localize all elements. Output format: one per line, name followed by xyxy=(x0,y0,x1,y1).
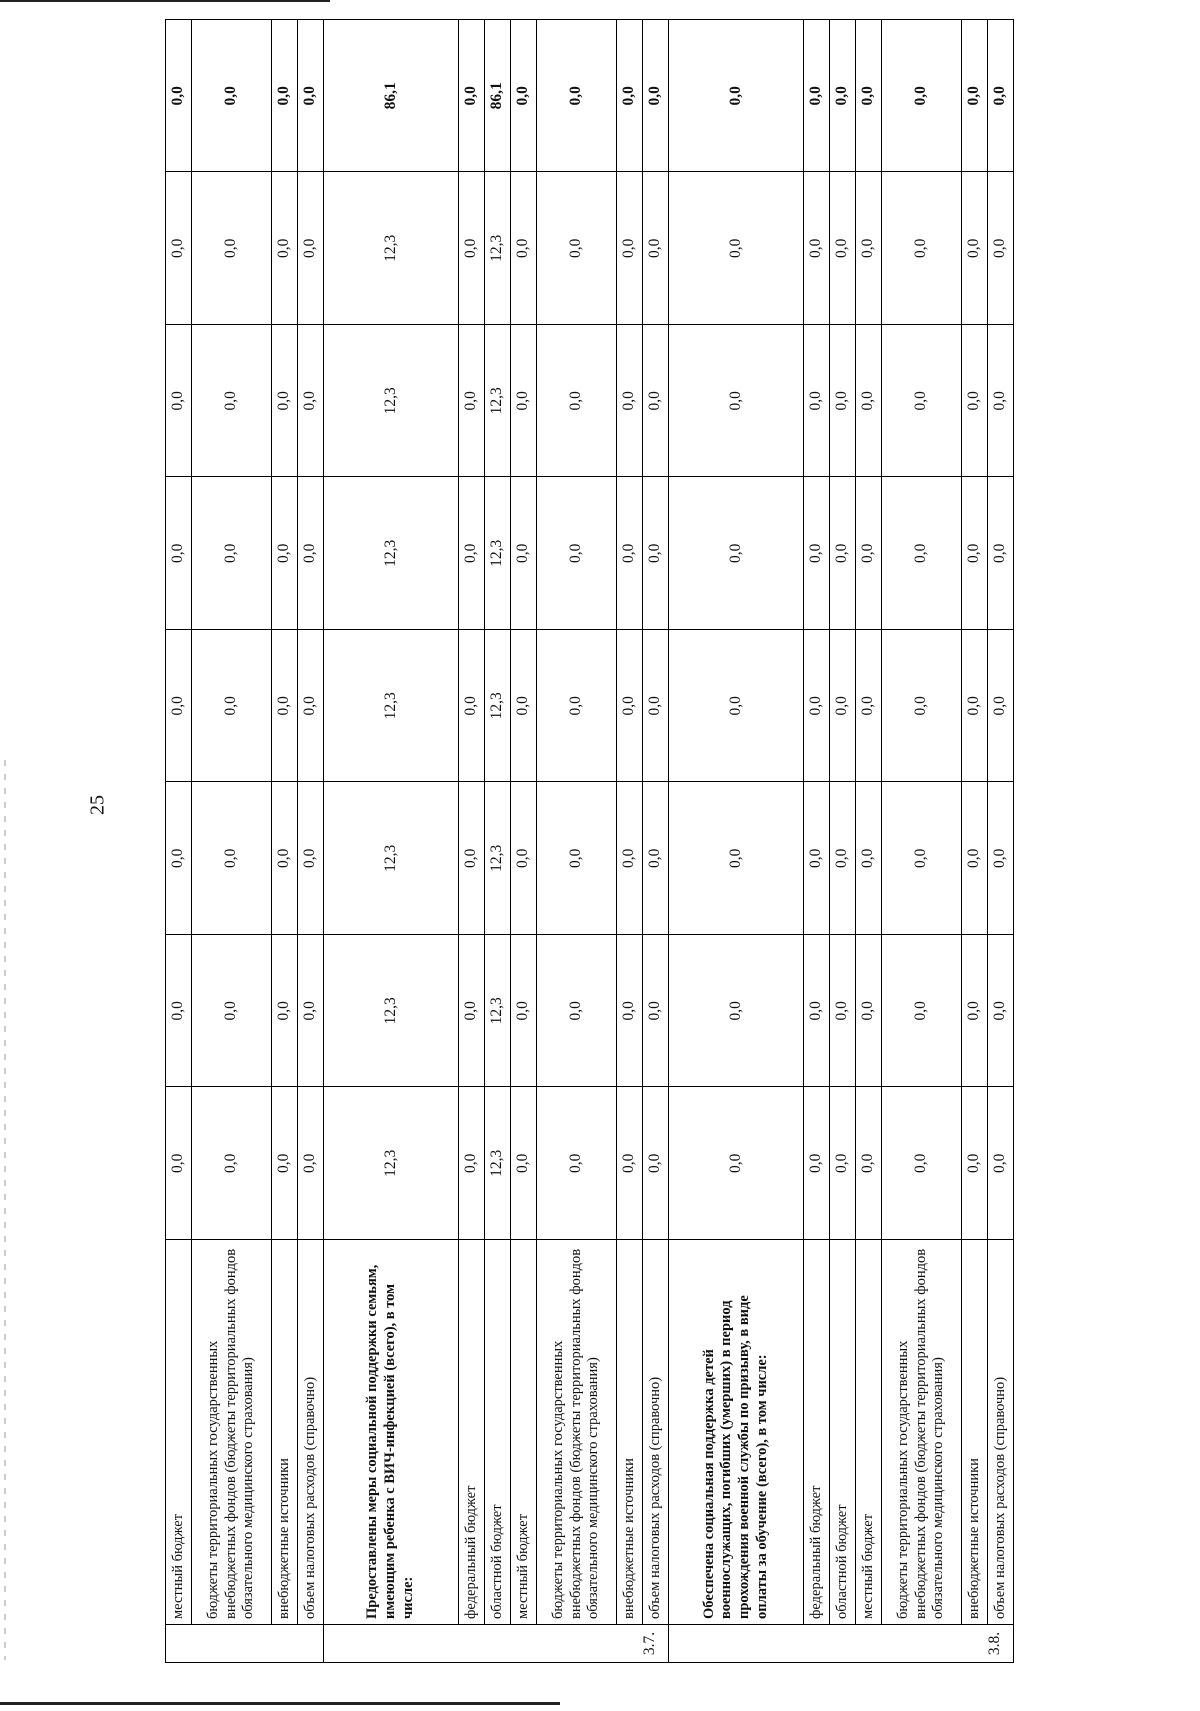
year-value-cell: 0,0 xyxy=(537,172,617,325)
total-value-cell: 0,0 xyxy=(962,20,988,173)
year-value-cell: 0,0 xyxy=(537,782,617,935)
year-value-cell: 0,0 xyxy=(882,935,962,1088)
year-value-cell: 12,3 xyxy=(324,172,459,325)
year-value-cell: 0,0 xyxy=(962,782,988,935)
total-value-cell: 0,0 xyxy=(511,20,537,173)
year-value-cell: 0,0 xyxy=(988,1087,1014,1240)
year-value-cell: 0,0 xyxy=(882,477,962,630)
year-value-cell: 0,0 xyxy=(643,782,669,935)
year-value-cell: 12,3 xyxy=(485,325,511,478)
table-row xyxy=(988,20,1014,1663)
year-value-cell: 0,0 xyxy=(988,172,1014,325)
year-value-cell: 0,0 xyxy=(459,630,485,783)
year-value-cell: 0,0 xyxy=(459,325,485,478)
table-row xyxy=(962,20,988,1663)
year-value-cell: 0,0 xyxy=(511,782,537,935)
year-value-cell: 0,0 xyxy=(988,477,1014,630)
year-value-cell: 0,0 xyxy=(882,1087,962,1240)
table-row xyxy=(298,20,324,1663)
table-row xyxy=(669,20,804,1663)
year-value-cell: 12,3 xyxy=(485,477,511,630)
table-row xyxy=(856,20,882,1663)
year-value-cell: 0,0 xyxy=(298,935,324,1088)
year-value-cell: 0,0 xyxy=(272,630,298,783)
year-value-cell: 0,0 xyxy=(988,935,1014,1088)
year-value-cell: 0,0 xyxy=(856,1087,882,1240)
year-value-cell: 0,0 xyxy=(537,325,617,478)
total-value-cell: 0,0 xyxy=(272,20,298,173)
year-value-cell: 0,0 xyxy=(298,477,324,630)
year-value-cell: 0,0 xyxy=(298,1087,324,1240)
table-row xyxy=(485,20,511,1663)
row-label: внебюджетные источники xyxy=(272,1240,298,1625)
year-value-cell: 0,0 xyxy=(856,325,882,478)
table-row xyxy=(192,20,272,1663)
table-row xyxy=(617,20,643,1663)
year-value-cell: 0,0 xyxy=(166,477,192,630)
row-label: внебюджетные источники xyxy=(962,1240,988,1625)
year-value-cell: 0,0 xyxy=(459,172,485,325)
year-value-cell: 0,0 xyxy=(856,172,882,325)
year-value-cell: 0,0 xyxy=(298,325,324,478)
year-value-cell: 0,0 xyxy=(459,782,485,935)
year-value-cell: 0,0 xyxy=(830,935,856,1088)
year-value-cell: 0,0 xyxy=(882,325,962,478)
year-value-cell: 0,0 xyxy=(272,325,298,478)
year-value-cell: 0,0 xyxy=(669,325,804,478)
total-value-cell: 86,1 xyxy=(324,20,459,173)
year-value-cell: 0,0 xyxy=(856,935,882,1088)
row-label: федеральный бюджет xyxy=(804,1240,830,1625)
year-value-cell: 12,3 xyxy=(485,1087,511,1240)
year-value-cell: 0,0 xyxy=(804,782,830,935)
year-value-cell: 0,0 xyxy=(511,172,537,325)
year-value-cell: 12,3 xyxy=(485,172,511,325)
year-value-cell: 0,0 xyxy=(856,630,882,783)
year-value-cell: 0,0 xyxy=(804,1087,830,1240)
year-value-cell: 0,0 xyxy=(166,172,192,325)
year-value-cell: 0,0 xyxy=(962,172,988,325)
total-value-cell: 0,0 xyxy=(166,20,192,173)
year-value-cell: 0,0 xyxy=(882,782,962,935)
row-label: местный бюджет xyxy=(856,1240,882,1625)
row-label: областной бюджет xyxy=(485,1240,511,1625)
row-label: местный бюджет xyxy=(166,1240,192,1625)
total-value-cell: 0,0 xyxy=(669,20,804,173)
year-value-cell: 12,3 xyxy=(485,935,511,1088)
table-row xyxy=(511,20,537,1663)
row-label: объем налоговых расходов (справочно) xyxy=(988,1240,1014,1625)
year-value-cell: 0,0 xyxy=(166,782,192,935)
table-row xyxy=(643,20,669,1663)
total-value-cell: 0,0 xyxy=(192,20,272,173)
scan-edge-bottom xyxy=(0,1702,560,1705)
year-value-cell: 0,0 xyxy=(511,1087,537,1240)
year-value-cell: 0,0 xyxy=(830,782,856,935)
row-label: Предоставлены меры социальной поддержки семьям, имеющим ребенка с ВИЧ-инфекцией (всего), в том числе: xyxy=(324,1240,459,1625)
year-value-cell: 12,3 xyxy=(324,477,459,630)
year-value-cell: 0,0 xyxy=(830,325,856,478)
year-value-cell: 0,0 xyxy=(643,172,669,325)
year-value-cell: 0,0 xyxy=(272,477,298,630)
page-number: 25 xyxy=(86,795,109,815)
item-number xyxy=(166,1625,324,1663)
year-value-cell: 0,0 xyxy=(272,782,298,935)
rotated-table-container xyxy=(165,20,1009,1663)
year-value-cell: 0,0 xyxy=(669,477,804,630)
year-value-cell: 0,0 xyxy=(804,935,830,1088)
budget-table xyxy=(165,19,1014,1663)
year-value-cell: 0,0 xyxy=(643,325,669,478)
scan-edge-top xyxy=(0,0,330,2)
total-value-cell: 0,0 xyxy=(459,20,485,173)
total-value-cell: 86,1 xyxy=(485,20,511,173)
year-value-cell: 0,0 xyxy=(459,477,485,630)
year-value-cell: 0,0 xyxy=(459,1087,485,1240)
year-value-cell: 0,0 xyxy=(988,325,1014,478)
year-value-cell: 0,0 xyxy=(166,325,192,478)
budget-table-body xyxy=(166,20,1014,1663)
table-row xyxy=(459,20,485,1663)
year-value-cell: 0,0 xyxy=(988,782,1014,935)
year-value-cell: 0,0 xyxy=(617,477,643,630)
year-value-cell: 0,0 xyxy=(962,630,988,783)
year-value-cell: 0,0 xyxy=(617,782,643,935)
year-value-cell: 0,0 xyxy=(882,630,962,783)
total-value-cell: 0,0 xyxy=(988,20,1014,173)
total-value-cell: 0,0 xyxy=(298,20,324,173)
year-value-cell: 0,0 xyxy=(669,782,804,935)
table-row xyxy=(166,20,192,1663)
year-value-cell: 0,0 xyxy=(511,630,537,783)
year-value-cell: 0,0 xyxy=(617,1087,643,1240)
year-value-cell: 0,0 xyxy=(192,477,272,630)
year-value-cell: 0,0 xyxy=(192,172,272,325)
year-value-cell: 0,0 xyxy=(882,172,962,325)
year-value-cell: 0,0 xyxy=(298,782,324,935)
row-label: бюджеты территориальных государственных внебюджетных фондов (бюджеты территориальных фондов обязательного медицинского страхования) xyxy=(537,1240,617,1625)
row-label: бюджеты территориальных государственных внебюджетных фондов (бюджеты территориальных фондов обязательного медицинского страхования) xyxy=(192,1240,272,1625)
year-value-cell: 0,0 xyxy=(830,1087,856,1240)
total-value-cell: 0,0 xyxy=(537,20,617,173)
total-value-cell: 0,0 xyxy=(830,20,856,173)
year-value-cell: 12,3 xyxy=(324,1087,459,1240)
year-value-cell: 0,0 xyxy=(643,935,669,1088)
year-value-cell: 0,0 xyxy=(669,630,804,783)
item-number: 3.7. xyxy=(324,1625,669,1663)
year-value-cell: 0,0 xyxy=(511,477,537,630)
year-value-cell: 0,0 xyxy=(962,325,988,478)
year-value-cell: 0,0 xyxy=(537,630,617,783)
year-value-cell: 0,0 xyxy=(537,1087,617,1240)
total-value-cell: 0,0 xyxy=(617,20,643,173)
row-label: бюджеты территориальных государственных внебюджетных фондов (бюджеты территориальных фондов обязательного медицинского страхования) xyxy=(882,1240,962,1625)
year-value-cell: 0,0 xyxy=(643,477,669,630)
year-value-cell: 0,0 xyxy=(166,1087,192,1240)
year-value-cell: 0,0 xyxy=(830,172,856,325)
year-value-cell: 0,0 xyxy=(804,630,830,783)
year-value-cell: 12,3 xyxy=(485,782,511,935)
year-value-cell: 0,0 xyxy=(830,630,856,783)
year-value-cell: 0,0 xyxy=(856,477,882,630)
year-value-cell: 0,0 xyxy=(988,630,1014,783)
year-value-cell: 0,0 xyxy=(166,935,192,1088)
year-value-cell: 0,0 xyxy=(272,1087,298,1240)
year-value-cell: 12,3 xyxy=(324,935,459,1088)
year-value-cell: 0,0 xyxy=(962,477,988,630)
table-row xyxy=(830,20,856,1663)
total-value-cell: 0,0 xyxy=(804,20,830,173)
total-value-cell: 0,0 xyxy=(643,20,669,173)
year-value-cell: 12,3 xyxy=(324,782,459,935)
year-value-cell: 0,0 xyxy=(459,935,485,1088)
row-label: федеральный бюджет xyxy=(459,1240,485,1625)
table-row xyxy=(537,20,617,1663)
row-label: областной бюджет xyxy=(830,1240,856,1625)
year-value-cell: 0,0 xyxy=(804,325,830,478)
year-value-cell: 0,0 xyxy=(830,477,856,630)
year-value-cell: 0,0 xyxy=(643,630,669,783)
row-label: местный бюджет xyxy=(511,1240,537,1625)
year-value-cell: 0,0 xyxy=(272,935,298,1088)
table-row xyxy=(804,20,830,1663)
year-value-cell: 0,0 xyxy=(298,630,324,783)
row-label: Обеспечена социальная поддержка детей военнослужащих, погибших (умерших) в период прохождения военной службы по призыву, в виде оплаты за обучение (всего), в том числе: xyxy=(669,1240,804,1625)
year-value-cell: 0,0 xyxy=(617,935,643,1088)
year-value-cell: 12,3 xyxy=(324,325,459,478)
year-value-cell: 0,0 xyxy=(617,630,643,783)
year-value-cell: 0,0 xyxy=(511,325,537,478)
year-value-cell: 0,0 xyxy=(272,172,298,325)
year-value-cell: 0,0 xyxy=(804,172,830,325)
total-value-cell: 0,0 xyxy=(856,20,882,173)
year-value-cell: 0,0 xyxy=(166,630,192,783)
year-value-cell: 0,0 xyxy=(537,477,617,630)
year-value-cell: 0,0 xyxy=(511,935,537,1088)
row-label: объем налоговых расходов (справочно) xyxy=(298,1240,324,1625)
year-value-cell: 0,0 xyxy=(669,935,804,1088)
year-value-cell: 0,0 xyxy=(962,1087,988,1240)
year-value-cell: 0,0 xyxy=(617,172,643,325)
year-value-cell: 0,0 xyxy=(669,172,804,325)
year-value-cell: 0,0 xyxy=(856,782,882,935)
year-value-cell: 0,0 xyxy=(643,1087,669,1240)
scan-margin-marks xyxy=(4,760,6,1660)
year-value-cell: 0,0 xyxy=(192,630,272,783)
year-value-cell: 0,0 xyxy=(192,325,272,478)
table-row xyxy=(272,20,298,1663)
year-value-cell: 12,3 xyxy=(485,630,511,783)
table-row xyxy=(882,20,962,1663)
year-value-cell: 0,0 xyxy=(537,935,617,1088)
table-row xyxy=(324,20,459,1663)
year-value-cell: 0,0 xyxy=(192,782,272,935)
year-value-cell: 0,0 xyxy=(192,1087,272,1240)
year-value-cell: 12,3 xyxy=(324,630,459,783)
year-value-cell: 0,0 xyxy=(804,477,830,630)
year-value-cell: 0,0 xyxy=(192,935,272,1088)
year-value-cell: 0,0 xyxy=(669,1087,804,1240)
year-value-cell: 0,0 xyxy=(962,935,988,1088)
year-value-cell: 0,0 xyxy=(298,172,324,325)
total-value-cell: 0,0 xyxy=(882,20,962,173)
item-number: 3.8. xyxy=(669,1625,1014,1663)
row-label: внебюджетные источники xyxy=(617,1240,643,1625)
year-value-cell: 0,0 xyxy=(617,325,643,478)
row-label: объем налоговых расходов (справочно) xyxy=(643,1240,669,1625)
